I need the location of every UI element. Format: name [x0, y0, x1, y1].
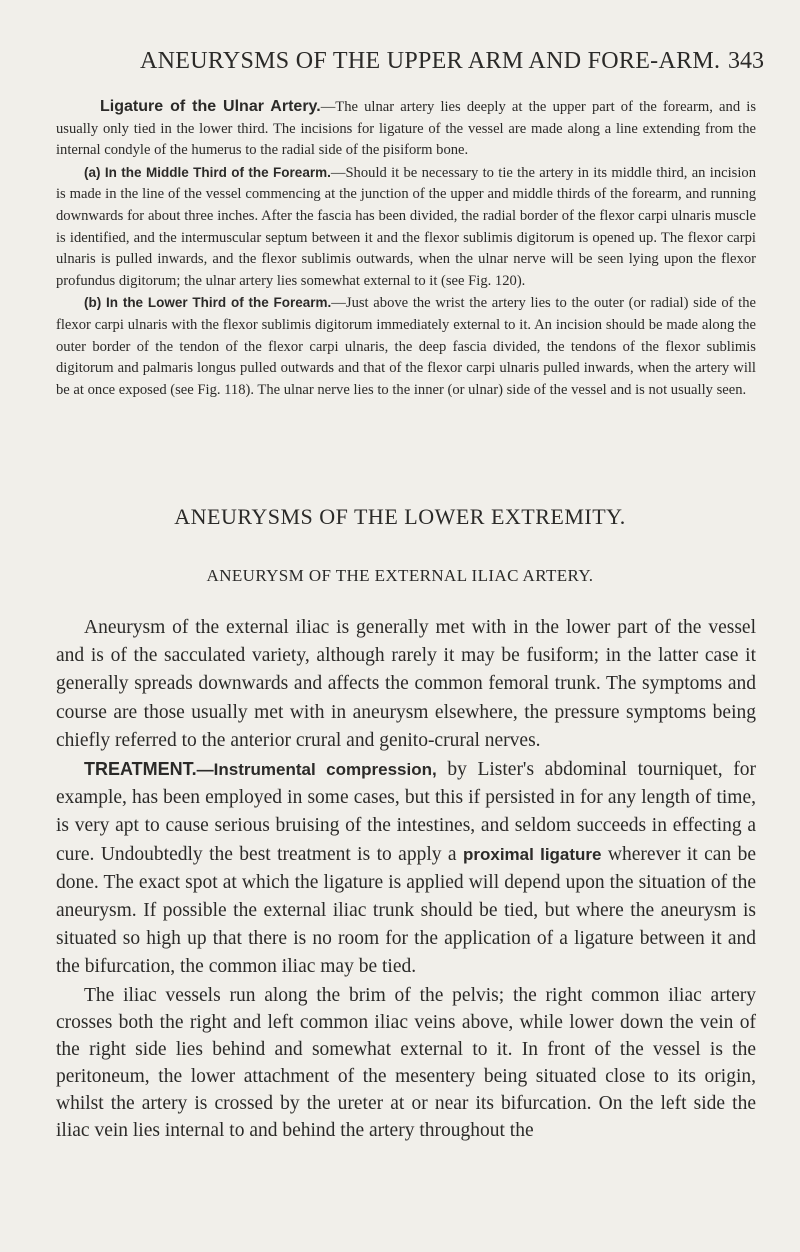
treatment-heading: TREATMENT. — [84, 759, 197, 780]
section-title: ANEURYSMS OF THE LOWER EXTREMITY. — [174, 504, 626, 529]
treatment-text-2: wherever it can be done. The exact spot at which the ligature is applied will depend upon the situation of the aneurysm. If possible the external iliac trunk should be tied, but where the aneurysm is situated so high up that there is no room for the application of a ligature between it and the bifurcation, the common iliac may be tied. — [56, 843, 756, 978]
page-number: 343 — [728, 48, 764, 74]
ulnar-ligature-section — [56, 96, 756, 401]
ulnar-ligature-heading: Ligature of the Ulnar Artery. — [100, 98, 321, 115]
running-head: ANEURYSMS OF THE UPPER ARM AND FORE-ARM. — [140, 48, 721, 74]
external-iliac-section — [56, 614, 756, 1144]
subsection-title: ANEURYSM OF THE EXTERNAL ILIAC ARTERY. — [206, 566, 594, 585]
middle-third-label: (a) In the Middle Third of the Forearm. — [84, 164, 331, 180]
treatment-text-1: by Lister's abdominal tourniquet, for example, has been employed in some cases, but this if persisted in for any length of time, is very apt to cause serious bruising of the intestines, and seldom succeeds in effecting a cure. Undoubtedly the best treatment is to apply a — [56, 759, 756, 865]
treatment-label: —Instrumental compression, — [196, 760, 437, 780]
ulnar-ligature-intro: —The ulnar artery lies deeply at the upper part of the forearm, and is usually only tied in the lower third. The incisions for ligature of the vessel are made along a line extending from the internal condyle of the humerus to the radial side of the pisiform bone. — [56, 99, 756, 159]
ulnar-ligature-paragraph — [56, 96, 756, 162]
proximal-ligature-phrase: proximal ligature — [462, 844, 602, 864]
iliac-vessels-paragraph: The iliac vessels run along the brim of the pelvis; the right common iliac artery crosses both the right and left common iliac veins above, while lower down the vein of the right side lies behind and somewhat external to it. In front of the vessel is the peritoneum, the lower attachment of the mesentery being situated close to its origin, whilst the artery is crossed by the ureter at or near its bifurcation. On the left side the iliac vein lies internal to and behind the artery throughout the — [56, 984, 756, 1141]
middle-third-text: —Should it be necessary to tie the artery in its middle third, an incision is made in the line of the vessel commencing at the junction of the upper and middle thirds of the forearm, and running downwards for about three inches. After the fascia has been divided, the radial border of the flexor carpi ulnaris muscle is identified, and the intermuscular septum between it and the flexor sublimis digitorum is opened up. The flexor carpi ulnaris is pulled inwards, and the flexor sublimis outwards, when the ulnar nerve will be seen lying upon the flexor profundus digitorum; the ulnar artery lies somewhat external to it (see Fig. 120). — [56, 164, 756, 289]
treatment-paragraph — [56, 755, 756, 982]
aneurysm-paragraph: Aneurysm of the external iliac is generally met with in the lower part of the vessel and is of the sacculated variety, although rarely it may be fusiform; in the latter case it generally spreads downwards and affects the common femoral trunk. The symptoms and course are those usually met with in aneurysm elsewhere, the pressure symptoms being chiefly referred to the anterior crural and genito-crural nerves. — [56, 617, 756, 751]
lower-third-label: (b) In the Lower Third of the Forearm. — [84, 295, 332, 311]
middle-third-paragraph — [56, 162, 756, 293]
lower-third-paragraph — [56, 292, 756, 401]
lower-third-text: —Just above the wrist the artery lies to the outer (or radial) side of the flexor carpi ulnaris with the flexor sublimis digitorum immediately external to it. An incision should be made along the outer border of the tendon of the flexor carpi ulnaris, the deep fascia divided, the tendons of the flexor sublimis digitorum and palmaris longus pulled outwards and that of the flexor carpi ulnaris pulled inwards, when the artery will be at once exposed (see Fig. 118). The ulnar nerve lies to the inner (or ulnar) side of the vessel and is not usually seen. — [56, 295, 756, 398]
